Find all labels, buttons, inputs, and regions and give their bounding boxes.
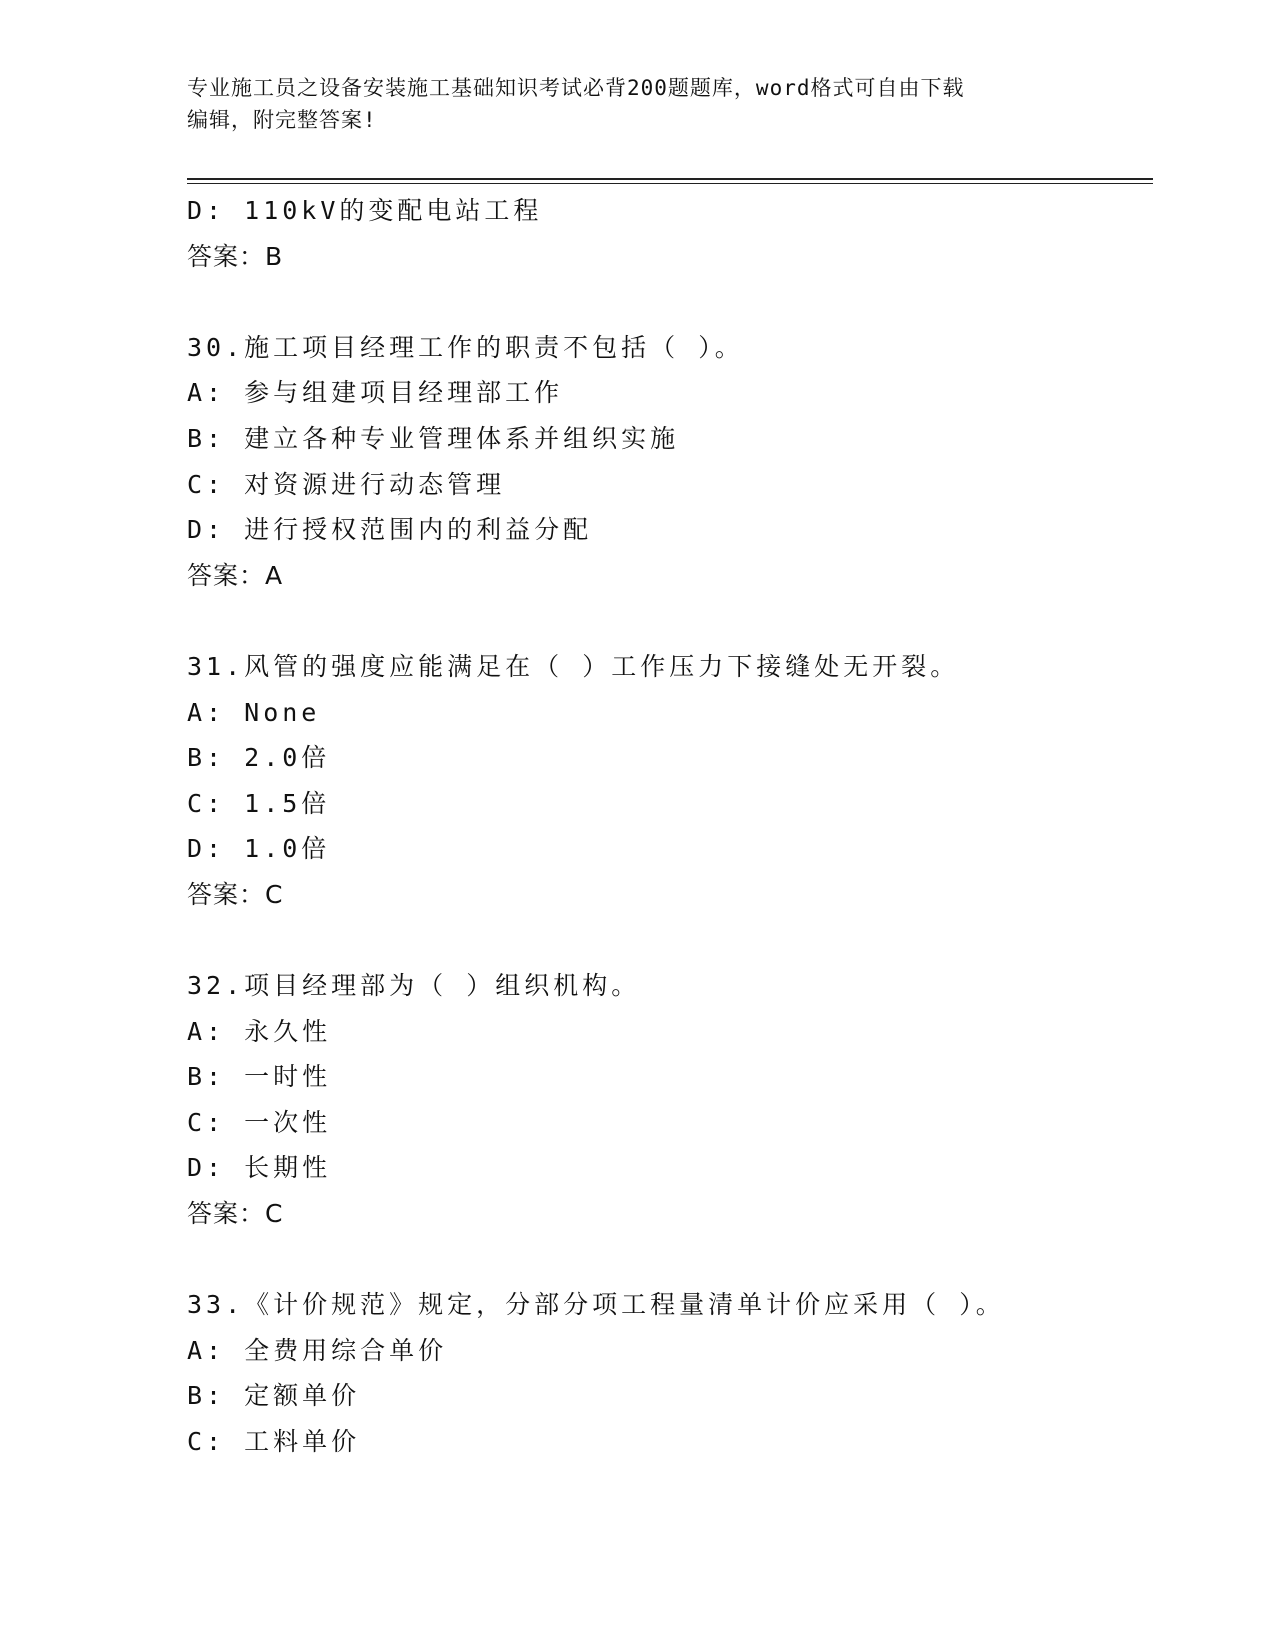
- document-header: [187, 72, 1067, 136]
- option-c: C: 对资源进行动态管理: [187, 469, 506, 499]
- prev-question-option-d: D: 110kV的变配电站工程: [187, 196, 543, 225]
- option-d: D: 长期性: [187, 1153, 332, 1183]
- spacer: [187, 1237, 1153, 1283]
- spacer: [187, 918, 1153, 964]
- answer: 答案：A: [187, 560, 284, 590]
- option-a: A: 全费用综合单价: [187, 1335, 448, 1365]
- option-a: A: 永久性: [187, 1016, 332, 1046]
- option-b: B: 一时性: [187, 1062, 332, 1092]
- header-title-line-2: 编辑，附完整答案!: [187, 108, 377, 132]
- header-title-line-1: 专业施工员之设备安装施工基础知识考试必背200题题库，word格式可自由下载: [187, 76, 965, 100]
- question-stem: 32.项目经理部为（ ）组织机构。: [187, 971, 641, 1001]
- option-c: C: 工料单价: [187, 1427, 361, 1457]
- question-stem: 30.施工项目经理工作的职责不包括（ ）。: [187, 332, 744, 362]
- option-a: A: None: [187, 697, 321, 727]
- option-d: D: 1.0倍: [187, 834, 331, 864]
- option-c: C: 1.5倍: [187, 788, 331, 818]
- question-30: [187, 325, 1153, 599]
- spacer: [187, 279, 1153, 325]
- option-d: D: 进行授权范围内的利益分配: [187, 515, 593, 545]
- prev-question-answer: 答案：B: [187, 241, 284, 271]
- header-divider-thick: [187, 178, 1153, 180]
- question-stem: 31.风管的强度应能满足在（ ）工作压力下接缝处无开裂。: [187, 651, 960, 681]
- question-stem: 33.《计价规范》规定，分部分项工程量清单计价应采用（ ）。: [187, 1290, 1005, 1320]
- answer: 答案：C: [187, 1199, 284, 1229]
- question-list: [187, 188, 1153, 1465]
- option-c: C: 一次性: [187, 1107, 332, 1137]
- question-32: [187, 963, 1153, 1237]
- option-b: B: 定额单价: [187, 1381, 361, 1411]
- question-31: [187, 644, 1153, 918]
- question-33: [187, 1282, 1153, 1464]
- option-a: A: 参与组建项目经理部工作: [187, 378, 564, 408]
- header-divider-thin: [187, 183, 1153, 184]
- option-b: B: 2.0倍: [187, 743, 331, 773]
- answer: 答案：C: [187, 879, 284, 909]
- spacer: [187, 598, 1153, 644]
- option-b: B: 建立各种专业管理体系并组织实施: [187, 423, 680, 453]
